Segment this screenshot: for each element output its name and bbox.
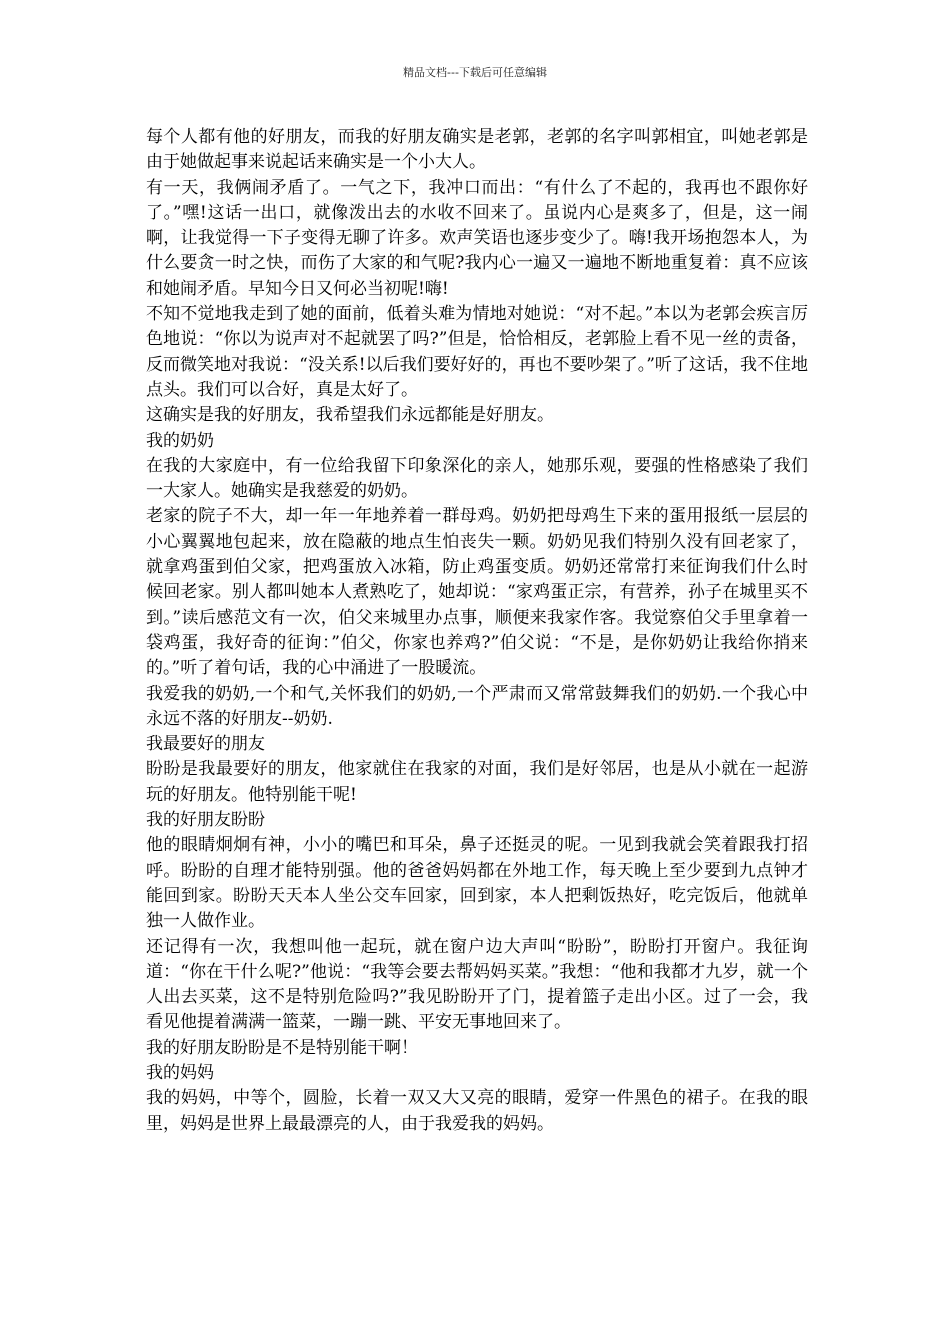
paragraph-7: 我爱我的奶奶,一个和气,关怀我们的奶奶,一个严肃而又常常鼓舞我们的奶奶.一个我心中永远不落的好朋友--奶奶. xyxy=(146,683,808,729)
paragraph-1: 每个人都有他的好朋友，而我的好朋友确实是老郭，老郭的名字叫郭相宜，叫她老郭是由于她做起事来说起话来确实是一个小大人。 xyxy=(146,127,808,173)
paragraph-11: 我的好朋友盼盼是不是特别能干啊！ xyxy=(146,1037,418,1058)
paragraph-10: 还记得有一次，我想叫他一起玩，就在窗户边大声叫“盼盼”，盼盼打开窗户。我征询道：“你在干什么呢?”他说：“我等会要去帮妈妈买菜。”我想：“他和我都才九岁，就一个人出去买菜，这不是特别危险吗?”我见盼盼开了门，提着篮子走出小区。过了一会，我看见他提着满满一篮菜，一蹦一跳、平安无事地回来了。 xyxy=(146,936,808,1033)
paragraph-2: 有一天，我俩闹矛盾了。一气之下，我冲口而出：“有什么了不起的，我再也不跟你好了。”嘿!这话一出口，就像泼出去的水收不回来了。虽说内心是爽多了，但是，这一闹啊，让我觉得一下子变得无聊了许多。欢声笑语也逐步变少了。嗨!我开场抱怨本人，为什么要贪一时之快，而伤了大家的和气呢?我内心一遍又一遍地不断地重复着：真不应该和她闹矛盾。早知今日又何必当初呢!嗨! xyxy=(146,177,808,299)
paragraph-5: 在我的大家庭中，有一位给我留下印象深化的亲人，她那乐观，要强的性格感染了我们一大家人。她确实是我慈爱的奶奶。 xyxy=(146,455,808,502)
paragraph-6: 老家的院子不大，却一年一年地养着一群母鸡。奶奶把母鸡生下来的蛋用报纸一层层的小心翼翼地包起来，放在隐蔽的地点生怕丧失一颗。奶奶见我们特别久没有回老家了，就拿鸡蛋到伯父家，把鸡蛋放入冰箱，防止鸡蛋变质。奶奶还常常打来征询我们什么时候回老家。别人都叫她本人煮熟吃了，她却说：“家鸡蛋正宗，有营养，孙子在城里买不到。”读后感范文有一次，伯父来城里办点事，顺便来我家作客。我觉察伯父手里拿着一袋鸡蛋，我好奇的征询：”伯父，你家也养鸡?”伯父说：“不是，是你奶奶让我给你捎来的。”听了着句话，我的心中涌进了一股暖流。 xyxy=(146,506,808,679)
paragraph-4: 这确实是我的好朋友，我希望我们永远都能是好朋友。 xyxy=(146,405,554,426)
page-header: 精品文档---下载后可任意编辑 xyxy=(403,66,547,79)
paragraph-8: 盼盼是我最要好的朋友，他家就住在我家的对面，我们是好邻居，也是从小就在一起游玩的好朋友。他特别能干呢! xyxy=(146,759,808,805)
section-title-panpan: 我的好朋友盼盼 xyxy=(146,810,265,831)
paragraph-9: 他的眼睛炯炯有神，小小的嘴巴和耳朵，鼻子还挺灵的呢。一见到我就会笑着跟我打招呼。盼盼的自理才能特别强。他的爸爸妈妈都在外地工作，每天晚上至少要到九点钟才能回到家。盼盼天天本人坐公交车回家，回到家，本人把剩饭热好，吃完饭后，他就单独一人做作业。 xyxy=(146,835,808,932)
section-title-grandma: 我的奶奶 xyxy=(146,430,214,451)
paragraph-3: 不知不觉地我走到了她的面前，低着头难为情地对她说：“对不起。”本以为老郭会疾言厉色地说：“你以为说声对不起就罢了吗?”但是，恰恰相反，老郭脸上看不见一丝的责备，反而微笑地对我说：“没关系!以后我们要好好的，再也不要吵架了。”听了这话，我不住地点头。我们可以合好，真是太好了。 xyxy=(146,304,808,400)
section-title-mom: 我的妈妈 xyxy=(146,1062,214,1083)
paragraph-12: 我的妈妈，中等个，圆脸，长着一双又大又亮的眼睛，爱穿一件黑色的裙子。在我的眼里，妈妈是世界上最最漂亮的人，由于我爱我的妈妈。 xyxy=(146,1088,808,1134)
section-title-best-friend: 我最要好的朋友 xyxy=(146,734,265,755)
document-body xyxy=(146,125,808,1137)
